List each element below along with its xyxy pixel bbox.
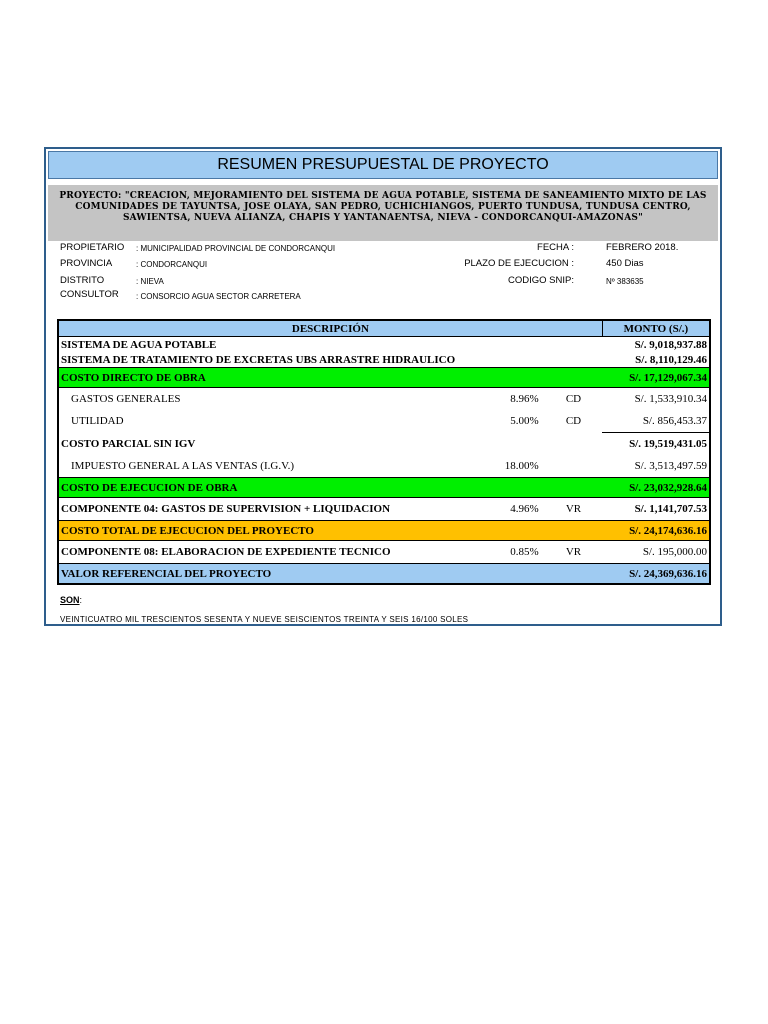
consultor-label: CONSULTOR: [60, 289, 119, 300]
row-componente-04: [58, 498, 710, 521]
row-desc: SISTEMA DE TRATAMIENTO DE EXCRETAS UBS ARRASTRE HIDRAULICO: [61, 353, 456, 366]
row-monto: S/. 24,174,636.16: [602, 521, 710, 541]
row-desc: COSTO TOTAL DE EJECUCION DEL PROYECTO: [58, 521, 602, 541]
row-monto: S/. 23,032,928.64: [602, 478, 710, 498]
row-monto: S/. 8,110,129.46: [635, 353, 707, 366]
distrito-label: DISTRITO: [60, 275, 105, 286]
son-line: [60, 595, 82, 605]
row-base: CD: [565, 393, 582, 405]
row-desc: COMPONENTE 04: GASTOS DE SUPERVISION + LIQUIDACION: [61, 503, 391, 515]
row-monto: S/. 856,453.37: [642, 415, 707, 427]
row-desc: UTILIDAD: [71, 415, 124, 428]
plazo-label: PLAZO DE EJECUCION :: [464, 258, 574, 269]
row-monto: S/. 24,369,636.16: [602, 564, 710, 585]
propietario-value: : MUNICIPALIDAD PROVINCIAL DE CONDORCANQUI: [136, 244, 336, 253]
row-excretas: [58, 352, 710, 368]
row-pct: 18.00%: [504, 460, 539, 472]
row-monto: S/. 19,519,431.05: [602, 433, 710, 456]
row-costo-directo: [58, 368, 710, 388]
row-agua-potable: [58, 337, 710, 353]
snip-label: CODIGO SNIP:: [508, 275, 574, 286]
row-valor-referencial: [58, 564, 710, 585]
row-monto: S/. 1,141,707.53: [634, 503, 707, 515]
header-monto: MONTO (S/.): [602, 320, 710, 337]
son-label: SON: [60, 595, 80, 605]
budget-summary-sheet: [44, 147, 722, 626]
row-utilidad: [58, 410, 710, 433]
table-header: [58, 320, 710, 337]
row-desc: VALOR REFERENCIAL DEL PROYECTO: [58, 564, 602, 585]
row-gastos-generales: [58, 388, 710, 411]
row-desc: COSTO DE EJECUCION DE OBRA: [58, 478, 602, 498]
project-description: PROYECTO: "CREACION, MEJORAMIENTO DEL SISTEMA DE AGUA POTABLE, SISTEMA DE SANEAMIENTO MIXTO DE LAS COMUNIDADES DE TAYUNTSA, JOSE OLAYA, SAN PEDRO, UCHICHIANGOS, PUERTO TUNDUSA, TUNDUSA CENTRO, SAWIENTSA, NUEVA ALIANZA, CHAPIS Y YANTANAENTSA, NIEVA - CONDORCANQUI-AMAZONAS": [48, 185, 718, 241]
row-desc: COSTO DIRECTO DE OBRA: [58, 368, 602, 388]
row-componente-08: [58, 541, 710, 564]
fecha-value: FEBRERO 2018.: [606, 242, 679, 253]
row-pct: 0.85%: [510, 546, 539, 558]
distrito-value: : NIEVA: [136, 277, 164, 286]
row-desc: IMPUESTO GENERAL A LAS VENTAS (I.G.V.): [71, 460, 295, 472]
son-colon: :: [79, 595, 83, 605]
row-costo-parcial: [58, 433, 710, 456]
row-costo-total: [58, 521, 710, 541]
row-pct: 8.96%: [510, 393, 539, 405]
row-igv: [58, 455, 710, 478]
row-base-empty: [545, 455, 603, 478]
row-monto: S/. 17,129,067.34: [602, 368, 710, 388]
provincia-label: PROVINCIA: [60, 258, 113, 269]
row-base: VR: [565, 503, 582, 515]
propietario-label: PROPIETARIO: [60, 242, 125, 253]
row-costo-ejecucion: [58, 478, 710, 498]
fecha-label: FECHA :: [537, 242, 574, 253]
row-monto: S/. 195,000.00: [642, 546, 707, 558]
page-title: RESUMEN PRESUPUESTAL DE PROYECTO: [48, 151, 718, 179]
budget-table: [57, 319, 711, 585]
row-monto: S/. 1,533,910.34: [634, 393, 707, 405]
row-desc: GASTOS GENERALES: [71, 393, 181, 405]
row-pct: 5.00%: [510, 415, 539, 428]
row-desc: COSTO PARCIAL SIN IGV: [61, 437, 196, 450]
header-description: DESCRIPCIÓN: [58, 320, 602, 337]
provincia-value: : CONDORCANQUI: [136, 260, 208, 269]
row-monto: S/. 3,513,497.59: [634, 460, 707, 472]
amount-in-words: VEINTICUATRO MIL TRESCIENTOS SESENTA Y NUEVE SEISCIENTOS TREINTA Y SEIS 16/100 SOLES: [60, 615, 469, 624]
row-pct: 4.96%: [510, 503, 539, 515]
plazo-value: 450 Dias: [606, 258, 644, 269]
consultor-value: : CONSORCIO AGUA SECTOR CARRETERA: [136, 292, 301, 301]
snip-value: Nº 383635: [606, 277, 644, 286]
row-base: VR: [565, 546, 582, 558]
row-base: CD: [565, 415, 582, 428]
row-monto: S/. 9,018,937.88: [634, 338, 707, 351]
row-desc: COMPONENTE 08: ELABORACION DE EXPEDIENTE TECNICO: [61, 546, 391, 558]
row-desc: SISTEMA DE AGUA POTABLE: [61, 338, 217, 351]
